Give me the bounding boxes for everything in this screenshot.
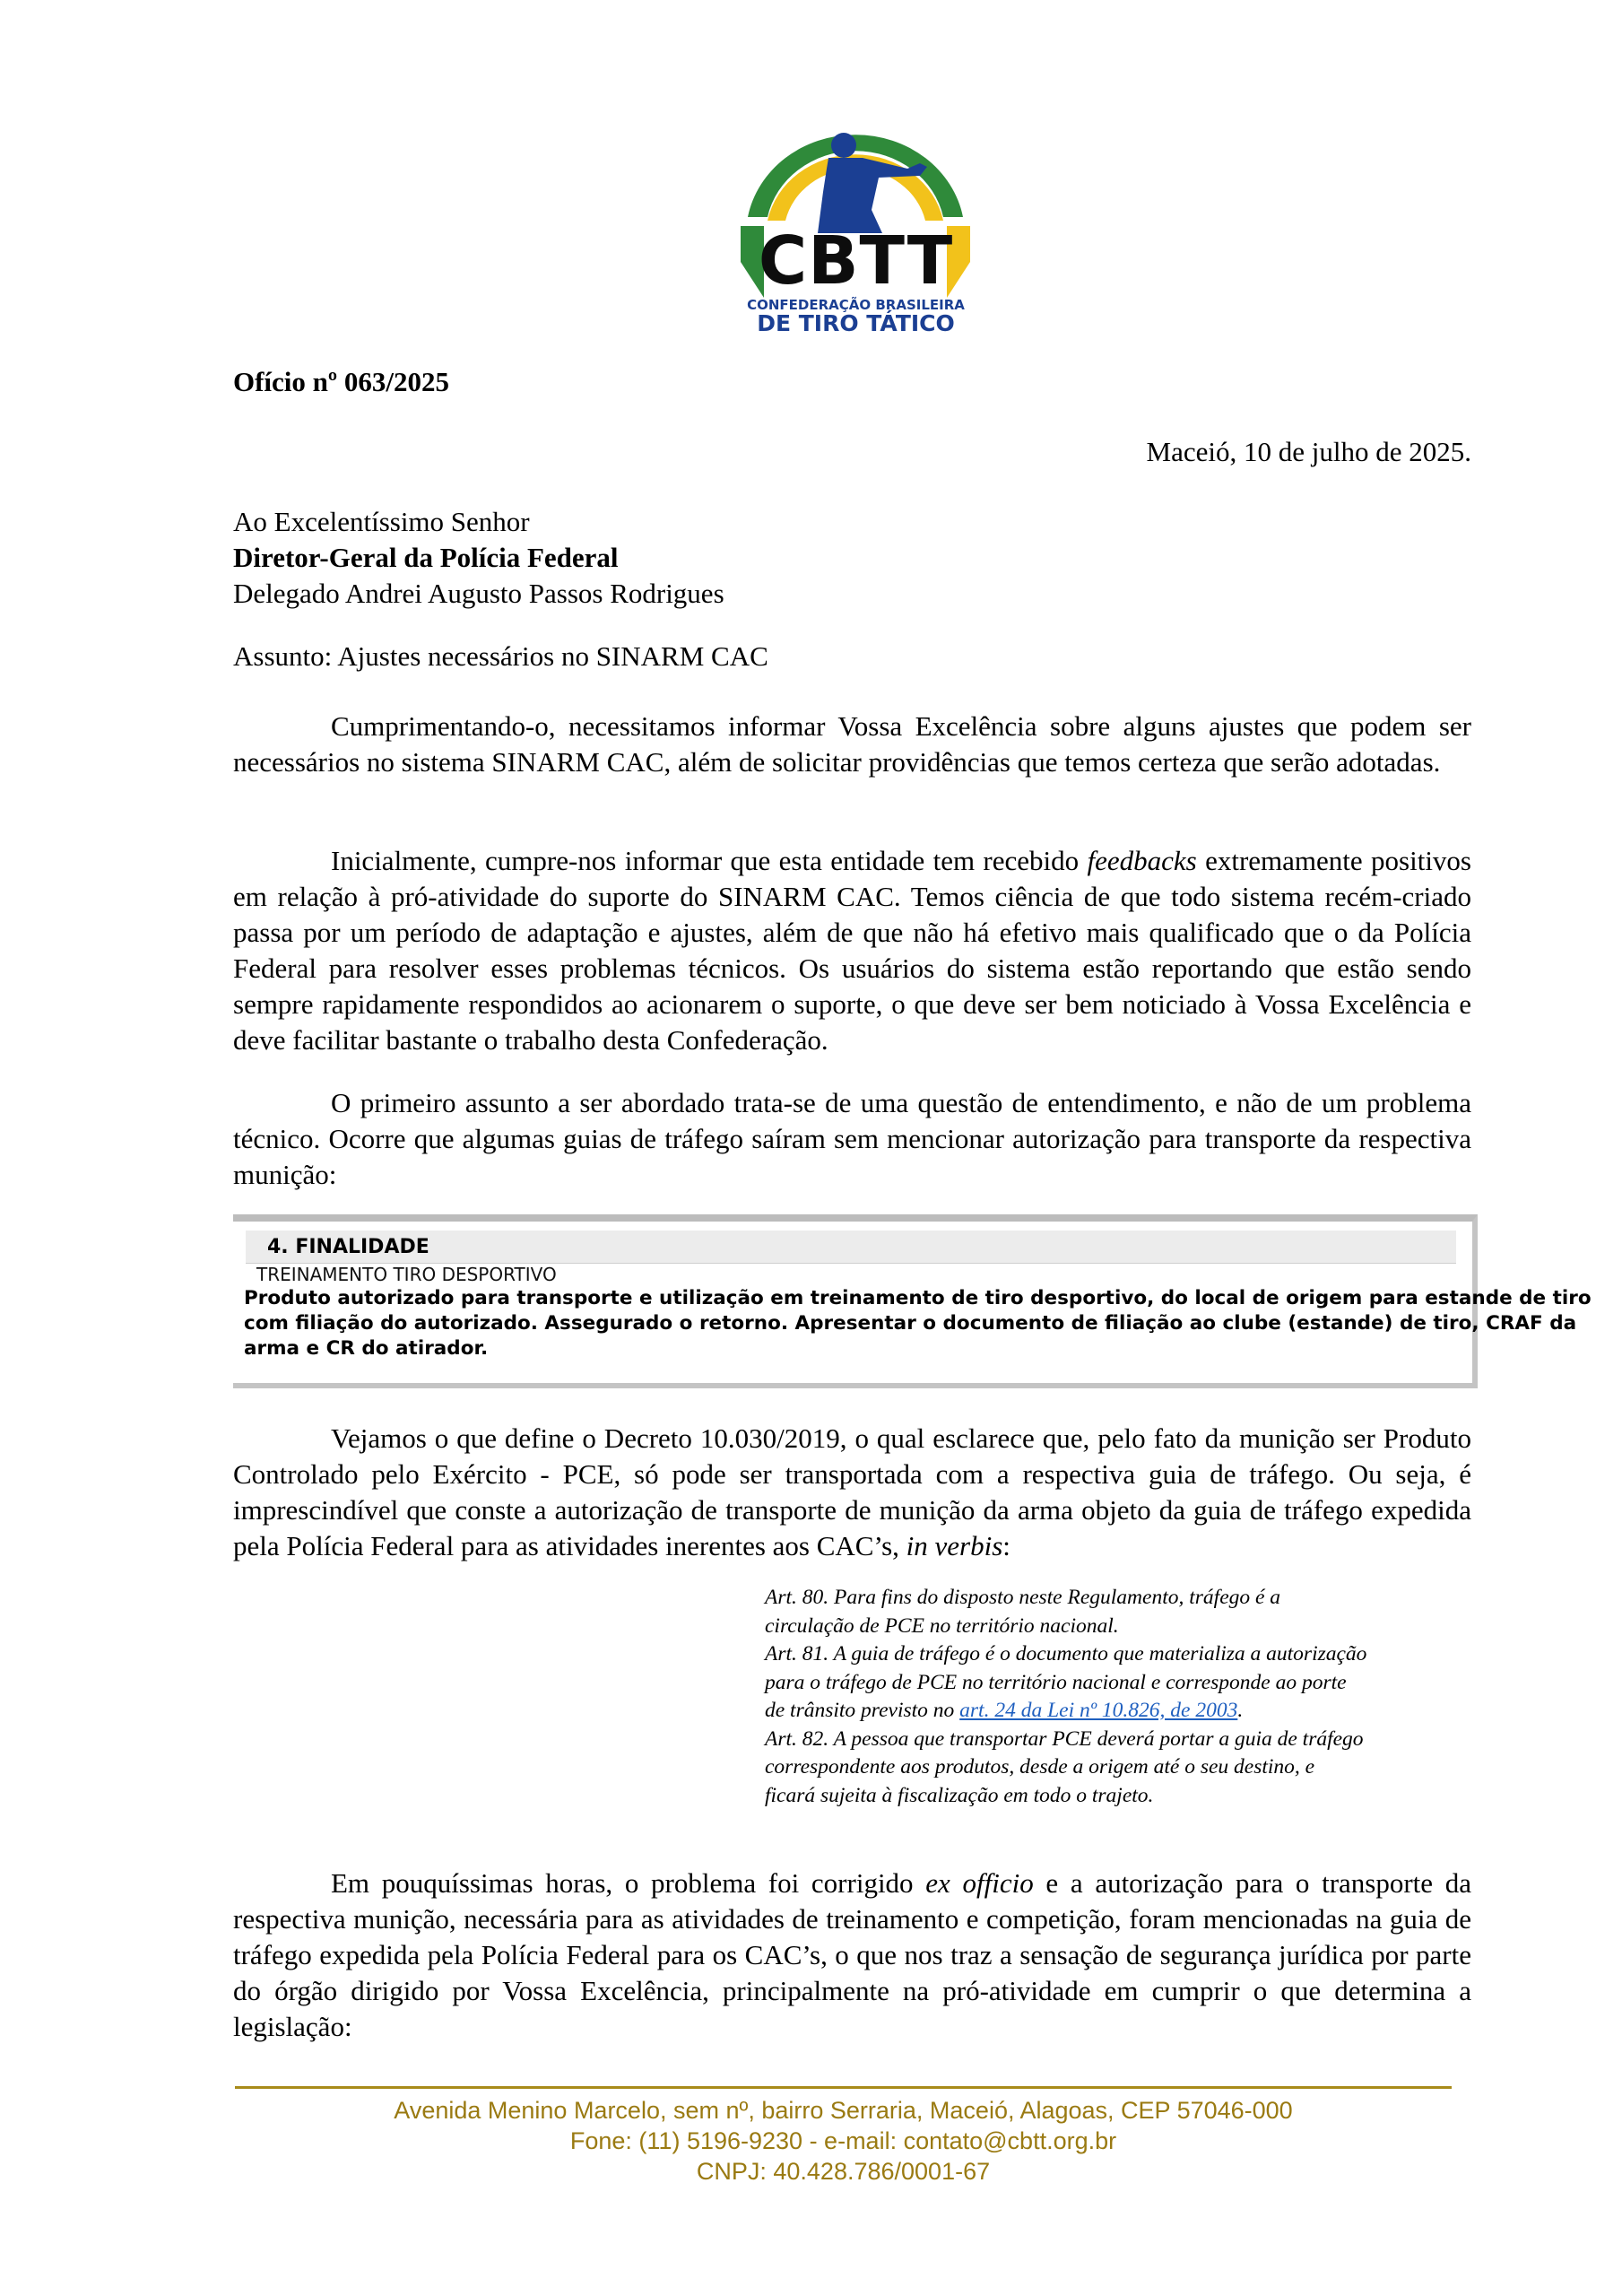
screenshot-subheading: TREINAMENTO TIRO DESPORTIVO — [256, 1264, 557, 1285]
paragraph-4 — [233, 1421, 1471, 1564]
paragraph-2-text-b: extremamente positivos em relação à pró-atividade do suporte do SINARM CAC. Temos ciência de que todo sistema recém-criado passa por um período de adaptação e ajustes, além de que não há efetivo mais qualificado que o da Polícia Federal para resolver esses problemas técnicos. Os usuários do sistema estão reportando que estão sendo sempre rapidamente respondidos ao acionarem o suporte, o que deve ser bem noticiado à Vossa Excelência e deve facilitar bastante o trabalho desta Confederação. — [233, 845, 1471, 1056]
paragraph-2 — [233, 843, 1471, 1058]
recipient-name: Delegado Andrei Augusto Passos Rodrigues — [233, 578, 724, 609]
footer-divider — [235, 2086, 1452, 2089]
paragraph-5-emphasis: ex officio — [925, 1867, 1034, 1899]
paragraph-2-text-a: Inicialmente, cumpre-nos informar que esta entidade tem recebido — [331, 845, 1088, 876]
logo-subtitle-line2: DE TIRO TÁTICO — [757, 310, 955, 336]
screenshot-heading: 4. FINALIDADE — [267, 1236, 429, 1258]
paragraph-5-text-b: e a autorização para o transporte da respectiva munição, necessária para as atividades de treinamento e competição, foram mencionadas na guia de tráfego expedida pela Polícia Federal para os CAC’s, o que nos traz a sensação de segurança jurídica por parte do órgão dirigido por Vossa Excelência, principalmente na pró-atividade em cumprir o que determina a legislação: — [233, 1867, 1472, 2042]
screenshot-body — [244, 1286, 1592, 1361]
logo-wordmark: CBTT — [758, 222, 954, 300]
guia-finalidade-screenshot — [233, 1214, 1592, 1388]
recipient-block — [233, 504, 1471, 612]
screenshot-line-2: com filiação do autorizado. Assegurado o retorno. Apresentar o documento de filiação ao clube (estande) de tiro, CRAF da — [244, 1312, 1577, 1335]
footer-cnpj: CNPJ: 40.428.786/0001-67 — [696, 2158, 991, 2185]
paragraph-4-text-b: : — [1002, 1530, 1010, 1561]
footer-address: Avenida Menino Marcelo, sem nº, bairro Serraria, Maceió, Alagoas, CEP 57046-000 — [394, 2097, 1293, 2124]
art80-line-1: Art. 80. Para fins do disposto neste Regulamento, tráfego é a — [765, 1586, 1281, 1609]
subject-line: Assunto: Ajustes necessários no SINARM CAC — [233, 640, 768, 672]
footer-contact: Fone: (11) 5196-9230 - e-mail: contato@cbtt.org.br — [569, 2127, 1117, 2154]
art81-line-3 — [765, 1697, 1467, 1726]
law-reference-link[interactable]: art. 24 da Lei nº 10.826, de 2003 — [959, 1699, 1238, 1722]
screenshot-header-bar — [246, 1231, 1456, 1264]
paragraph-4-emphasis: in verbis — [906, 1530, 1003, 1561]
recipient-title: Diretor-Geral da Polícia Federal — [233, 542, 619, 573]
paragraph-4-text-a: Vejamos o que define o Decreto 10.030/2019, o qual esclarece que, pelo fato da munição ser Produto Controlado pelo Exército - PCE, só pode ser transportada com a respectiva guia de tráfego. Ou seja, é imprescindível que conste a autorização de transporte de munição da arma objeto da guia de tráfego expedida pela Polícia Federal para as atividades inerentes aos CAC’s, — [233, 1422, 1471, 1561]
art81-line-1: Art. 81. A guia de tráfego é o documento que materializa a autorização — [765, 1642, 1367, 1665]
paragraph-5-text-a: Em pouquíssimas horas, o problema foi corrigido — [331, 1867, 926, 1899]
paragraph-5 — [233, 1866, 1471, 2045]
art82-line-1: Art. 82. A pessoa que transportar PCE deverá portar a guia de tráfego — [765, 1726, 1364, 1751]
paragraph-1: Cumprimentando-o, necessitamos informar Vossa Excelência sobre alguns ajustes que podem ser necessários no sistema SINARM CAC, além de solicitar providências que temos certeza que serão adotadas. — [233, 710, 1471, 778]
paragraph-2-emphasis: feedbacks — [1087, 845, 1197, 876]
oficio-number: Ofício nº 063/2025 — [233, 366, 450, 397]
screenshot-line-3: arma e CR do atirador. — [244, 1337, 489, 1360]
cbtt-logo — [728, 127, 984, 335]
recipient-salutation: Ao Excelentíssimo Senhor — [233, 506, 530, 537]
letter-date: Maceió, 10 de julho de 2025. — [1146, 436, 1471, 467]
art81-line-3-text: de trânsito previsto no — [765, 1699, 960, 1722]
art81-line-3-end: . — [1237, 1699, 1244, 1722]
art82-line-3: ficará sujeita à fiscalização em todo o trajeto. — [765, 1783, 1154, 1807]
art82-line-2: correspondente aos produtos, desde a origem até o seu destino, e — [765, 1755, 1315, 1779]
logo-subtitle-line1: CONFEDERAÇÃO BRASILEIRA — [747, 297, 965, 313]
screenshot-line-1: Produto autorizado para transporte e utilização em treinamento de tiro desportivo, do local de origem para estande de tiro — [244, 1287, 1592, 1309]
art80-line-2: circulação de PCE no território nacional. — [765, 1613, 1119, 1638]
art81-line-2: para o tráfego de PCE no território nacional e corresponde ao porte — [765, 1670, 1347, 1694]
paragraph-3: O primeiro assunto a ser abordado trata-se de uma questão de entendimento, e não de um problema técnico. Ocorre que algumas guias de tráfego saíram sem mencionar autorização para transporte da respectiva munição: — [233, 1087, 1471, 1190]
decree-quote — [765, 1584, 1467, 1810]
